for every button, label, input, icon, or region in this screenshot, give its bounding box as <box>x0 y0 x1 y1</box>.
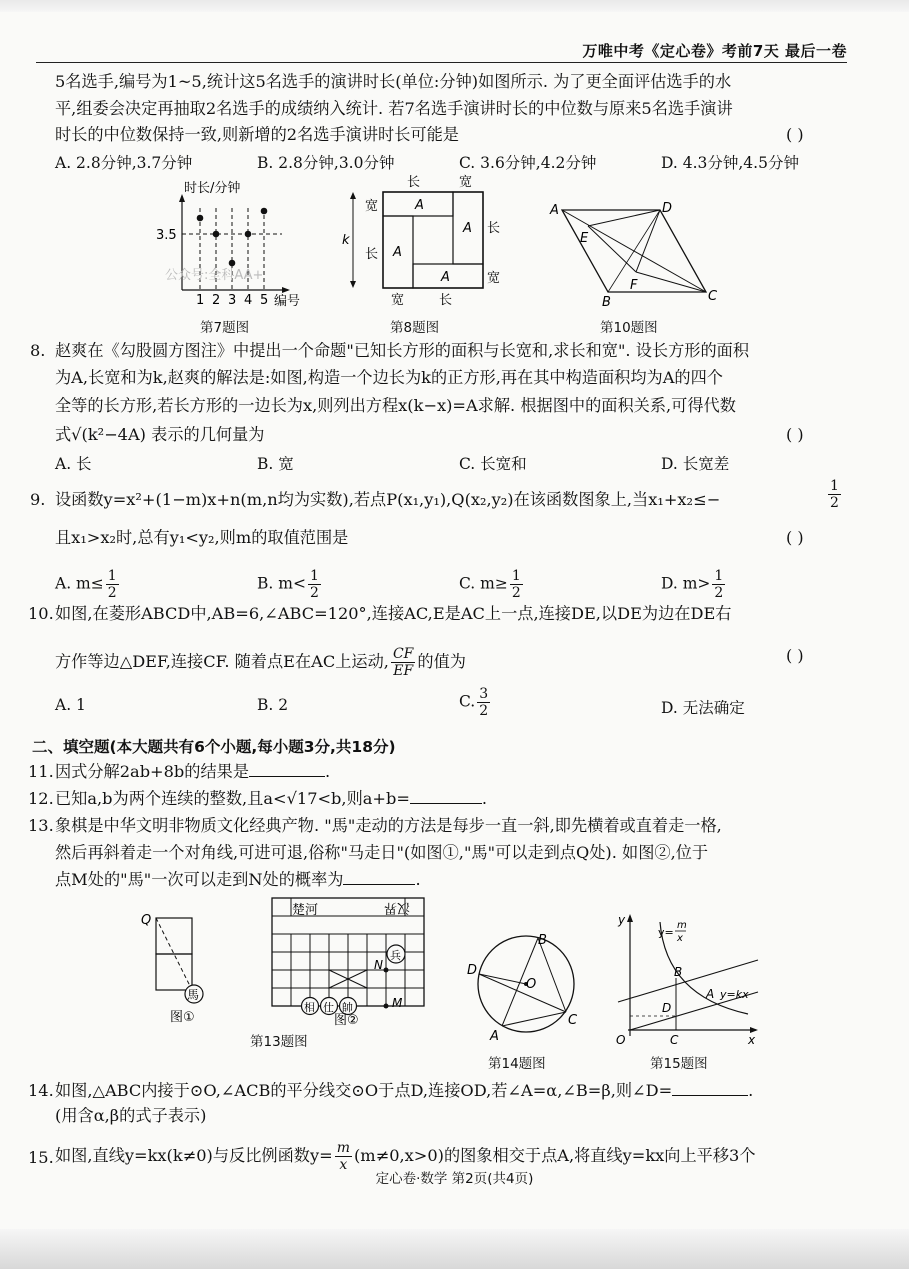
q10-option-a: A. 1 <box>55 696 86 714</box>
fig13-1-piece-label: 馬 <box>187 988 200 1002</box>
fig8-area-left: A <box>393 245 402 260</box>
q7-option-b: B. 2.8分钟,3.0分钟 <box>257 154 395 172</box>
fig14-point-a: A <box>490 1029 499 1044</box>
q14-tail: . <box>748 1081 754 1100</box>
q15-text-pre: 如图,直线y=kx(k≠0)与反比例函数y= <box>55 1146 333 1165</box>
page-header: 万唯中考《定心卷》考前7天 最后一卷 <box>582 42 847 60</box>
q8-answer-paren: ( ) <box>786 425 804 444</box>
fig7-dot-plot <box>150 178 320 313</box>
q15-text-post: (m≠0,x>0)的图象相交于点A,将直线y=kx向上平移3个 <box>353 1146 756 1165</box>
q9-option-b-num: 1 <box>309 568 319 584</box>
q10-answer-paren: ( ) <box>786 646 804 665</box>
fig13-piece-minister: 相 <box>304 1001 315 1014</box>
q11-tail: . <box>325 762 331 781</box>
q7-line-1: 5名选手,编号为1~5,统计这5名选手的演讲时长(单位:分钟)如图所示. 为了更全面评估选手的水 <box>55 72 732 91</box>
q10-fraction <box>391 646 415 679</box>
q15-frac-num: m <box>336 1140 350 1156</box>
q10-line-2-text: 方作等边△DEF,连接CF. 随着点E在AC上运动, <box>55 652 389 671</box>
fig7-dot-5 <box>261 208 268 215</box>
fig15-point-b: B <box>674 965 683 979</box>
fig10-point-b: B <box>602 295 611 310</box>
fig7-caption: 第7题图 <box>200 320 250 336</box>
q14-answer-blank[interactable] <box>672 1081 748 1096</box>
q9-line-2: 且x₁>x₂时,总有y₁<y₂,则m的取值范围是 <box>55 528 349 547</box>
fig8-area-right: A <box>463 221 472 236</box>
q10-option-c-frac <box>477 686 490 719</box>
fig8-side-k: k <box>342 233 350 248</box>
fig13-piece-advisor: 仕 <box>323 1001 334 1014</box>
q9-option-c-num: 1 <box>511 568 521 584</box>
fig13-1-knight-move <box>140 906 220 1026</box>
q9-option-d-den: 2 <box>714 585 724 601</box>
q9-line-1: 设函数y=x²+(1−m)x+n(m,n均为实数),若点P(x₁,y₁),Q(x₂,y₂)在该函数图象上,当x₁+x₂≤− <box>55 490 721 509</box>
q9-option-a-frac <box>106 568 119 601</box>
q8-option-b: B. 宽 <box>257 455 294 473</box>
fig13-2-chessboard <box>262 894 442 1028</box>
q10-option-c-num: 3 <box>479 686 489 702</box>
fig14-circle <box>462 926 592 1044</box>
q12-answer-blank[interactable] <box>410 789 482 804</box>
fig8-top-label-wide: 宽 <box>459 175 473 190</box>
q9-option-c-label: C. m≥ <box>459 574 508 593</box>
fig7-ytick: 3.5 <box>156 228 177 243</box>
q8-option-a: A. 长 <box>55 455 92 473</box>
fig13-caption: 第13题图 <box>250 1034 308 1050</box>
q9-option-d-frac <box>712 568 725 601</box>
q9-frac-den: 2 <box>830 495 839 511</box>
fig15-curve-label-prefix: y= <box>658 926 674 939</box>
header-rule <box>36 62 847 63</box>
q7-line-2: 平,组委会决定再抽取2名选手的成绩纳入统计. 若7名选手演讲时长的中位数与原来5名选手演讲 <box>55 99 733 118</box>
q12-number: 12. <box>28 789 54 808</box>
fig8-right-label-wide: 宽 <box>487 271 501 286</box>
q9-option-a-num: 1 <box>107 568 117 584</box>
fig8-area-bottom: A <box>441 270 450 285</box>
fig15-y-axis-label: y <box>618 913 626 927</box>
fig10-point-c: C <box>708 289 718 304</box>
fig7-xtick-5: 5 <box>260 293 269 308</box>
scan-edge-bottom <box>0 1229 909 1269</box>
fig7-xtick-3: 3 <box>228 293 237 308</box>
q9-answer-paren: ( ) <box>786 528 804 547</box>
watermark: 公众号:全科AA+ <box>165 268 264 283</box>
q9-option-c-den: 2 <box>511 585 521 601</box>
q9-option-b-frac <box>308 568 321 601</box>
q10-option-d: D. 无法确定 <box>661 699 745 717</box>
q14-line-2: (用含α,β的式子表示) <box>55 1106 207 1125</box>
q10-line-1: 如图,在菱形ABCD中,AB=6,∠ABC=120°,连接AC,E是AC上一点,连接DE,以DE为边在DE右 <box>55 604 732 623</box>
fig8-square-diagram <box>335 172 505 312</box>
q8-option-c: C. 长宽和 <box>459 455 527 473</box>
fig8-left-label-wide: 宽 <box>365 199 379 214</box>
fig14-caption: 第14题图 <box>488 1056 546 1072</box>
q9-option-d-label: D. m> <box>661 574 711 593</box>
fig10-caption: 第10题图 <box>600 320 658 336</box>
q13-line-1: 象棋是中华文明非物质文化经典产物. "馬"走动的方法是每步一直一斜,即先横着或直着走一格, <box>55 816 722 835</box>
fig10-point-a: A <box>550 203 559 218</box>
q10-option-c-den: 2 <box>479 703 489 719</box>
q10-line-2-tail: 的值为 <box>417 652 466 671</box>
q14-number: 14. <box>28 1081 54 1100</box>
fig15-graph <box>608 906 768 1046</box>
fig7-xtick-4: 4 <box>244 293 253 308</box>
q13-number: 13. <box>28 816 54 835</box>
q10-frac-num: CF <box>392 646 414 662</box>
fig14-point-c: C <box>568 1013 578 1028</box>
q9-frac-num: 1 <box>830 478 839 494</box>
q8-line-2: 为A,长宽和为k,赵爽的解法是:如图,构造一个边长为k的正方形,再在其中构造面积均为A的四个 <box>55 368 723 387</box>
q15-number: 15. <box>28 1148 54 1167</box>
q9-number: 9. <box>30 490 46 509</box>
q10-line-2 <box>55 646 466 679</box>
section-2-heading: 二、填空题(本大题共有6个小题,每小题3分,共18分) <box>32 738 396 756</box>
q11-number: 11. <box>28 762 54 781</box>
q8-line-3: 全等的长方形,若长方形的一边长为x,则列出方程x(k−x)=A求解. 根据图中的面积关系,可得代数 <box>55 396 736 415</box>
q12-text: 已知a,b为两个连续的整数,且a<√17<b,则a+b= <box>55 789 410 808</box>
fig14-point-d: D <box>467 963 478 978</box>
fig7-ylabel: 时长/分钟 <box>184 181 241 196</box>
fig15-point-a: A <box>706 987 715 1001</box>
q10-option-b: B. 2 <box>257 696 289 714</box>
q7-option-d: D. 4.3分钟,4.5分钟 <box>661 154 799 172</box>
q9-option-d-num: 1 <box>714 568 724 584</box>
q8-line-1: 赵爽在《勾股圆方图注》中提出一个命题"已知长方形的面积与长宽和,求长和宽". 设长方形的面积 <box>55 341 750 360</box>
fig13-point-q: Q <box>141 913 152 928</box>
fig13-point-n-dot <box>384 968 389 973</box>
q9-option-c <box>459 568 525 601</box>
q9-option-b-label: B. m< <box>257 574 306 593</box>
q15-frac-den: x <box>339 1157 348 1173</box>
fig10-rhombus <box>548 196 728 311</box>
fig7-dot-2 <box>213 231 220 238</box>
q9-option-d <box>661 568 727 601</box>
fig8-right-label-long: 长 <box>487 221 501 236</box>
fig13-point-m-dot <box>384 1004 389 1009</box>
q8-line-4: 式√(k²−4A) 表示的几何量为 <box>55 425 265 444</box>
q12-tail: . <box>481 789 488 808</box>
fig13-1-caption: 图① <box>170 1010 195 1025</box>
q8-number: 8. <box>30 341 46 360</box>
fig14-point-o: O <box>526 977 537 992</box>
q7-option-a: A. 2.8分钟,3.7分钟 <box>55 154 193 172</box>
q7-option-c: C. 3.6分钟,4.2分钟 <box>459 154 597 172</box>
fig10-point-e: E <box>580 231 589 246</box>
q11-text: 因式分解2ab+8b的结果是 <box>55 762 250 781</box>
fig15-curve-label-num: m <box>677 920 687 931</box>
q13-line-3 <box>55 870 421 890</box>
q13-line-2: 然后再斜着走一个对角线,可进可退,俗称"马走日"(如图①,"馬"可以走到点Q处). 如图②,位于 <box>55 843 709 862</box>
q13-line-3-text: 点M处的"馬"一次可以走到N处的概率为 <box>55 870 344 889</box>
fig8-left-label-long: 长 <box>365 247 379 262</box>
q10-option-c <box>459 686 492 719</box>
q14-line-1 <box>55 1081 753 1101</box>
fig15-x-axis-label: x <box>748 1033 756 1047</box>
fig15-line-label: y=kx <box>720 988 749 1001</box>
fig8-bottom-label-long: 长 <box>439 293 453 308</box>
fig13-point-m: M <box>392 996 403 1010</box>
q13-tail: . <box>415 870 421 889</box>
fig15-point-d: D <box>662 1001 672 1015</box>
fig8-top-label-long: 长 <box>407 175 421 190</box>
q9-option-b <box>257 568 323 601</box>
fig13-point-n: N <box>374 958 383 972</box>
fig13-river-label-2: 汉界 <box>383 900 410 915</box>
fig15-caption: 第15题图 <box>650 1056 708 1072</box>
scan-edge-top <box>0 0 909 12</box>
q8-option-d: D. 长宽差 <box>661 455 730 473</box>
q9-option-b-den: 2 <box>309 585 319 601</box>
fig10-point-f: F <box>630 278 638 293</box>
fig15-point-c: C <box>670 1033 679 1047</box>
fig15-point-o: O <box>616 1033 626 1047</box>
q13-answer-blank[interactable] <box>343 870 415 885</box>
fig14-point-b: B <box>538 933 547 948</box>
page-footer: 定心卷·数学 第2页(共4页) <box>375 1171 534 1187</box>
q11-line <box>55 762 330 782</box>
q7-line-3: 时长的中位数保持一致,则新增的2名选手演讲时长可能是 <box>55 125 459 144</box>
q10-frac-den: EF <box>393 663 414 679</box>
fig7-xtick-1: 1 <box>196 293 205 308</box>
q9-option-c-frac <box>510 568 523 601</box>
q9-fraction <box>828 478 841 511</box>
fig8-bottom-label-wide: 宽 <box>391 293 405 308</box>
fig7-dot-1 <box>197 215 204 222</box>
fig13-piece-general: 帥 <box>342 1001 353 1014</box>
fig7-xlabel: 编号 <box>274 294 301 309</box>
q9-option-a <box>55 568 121 601</box>
q9-option-a-label: A. m≤ <box>55 574 104 593</box>
fig7-xtick-2: 2 <box>212 293 221 308</box>
fig15-curve-label-den: x <box>677 933 683 944</box>
fig10-point-d: D <box>662 201 673 216</box>
fig8-caption: 第8题图 <box>390 320 440 336</box>
fig7-dot-4 <box>245 231 252 238</box>
q9-option-a-den: 2 <box>107 585 117 601</box>
fig13-2-caption: 图② <box>334 1013 359 1028</box>
q14-text: 如图,△ABC内接于⊙O,∠ACB的平分线交⊙O于点D,连接OD,若∠A=α,∠B=β,则∠D= <box>55 1081 673 1100</box>
q11-answer-blank[interactable] <box>249 762 325 777</box>
q10-number: 10. <box>28 604 54 623</box>
fig8-area-top: A <box>415 198 424 213</box>
q10-option-c-label: C. <box>459 692 476 711</box>
q12-line <box>55 789 487 809</box>
q7-answer-paren: ( ) <box>786 125 804 144</box>
fig13-piece-soldier: 兵 <box>390 949 401 962</box>
fig13-river-label: 楚河 <box>292 903 319 918</box>
